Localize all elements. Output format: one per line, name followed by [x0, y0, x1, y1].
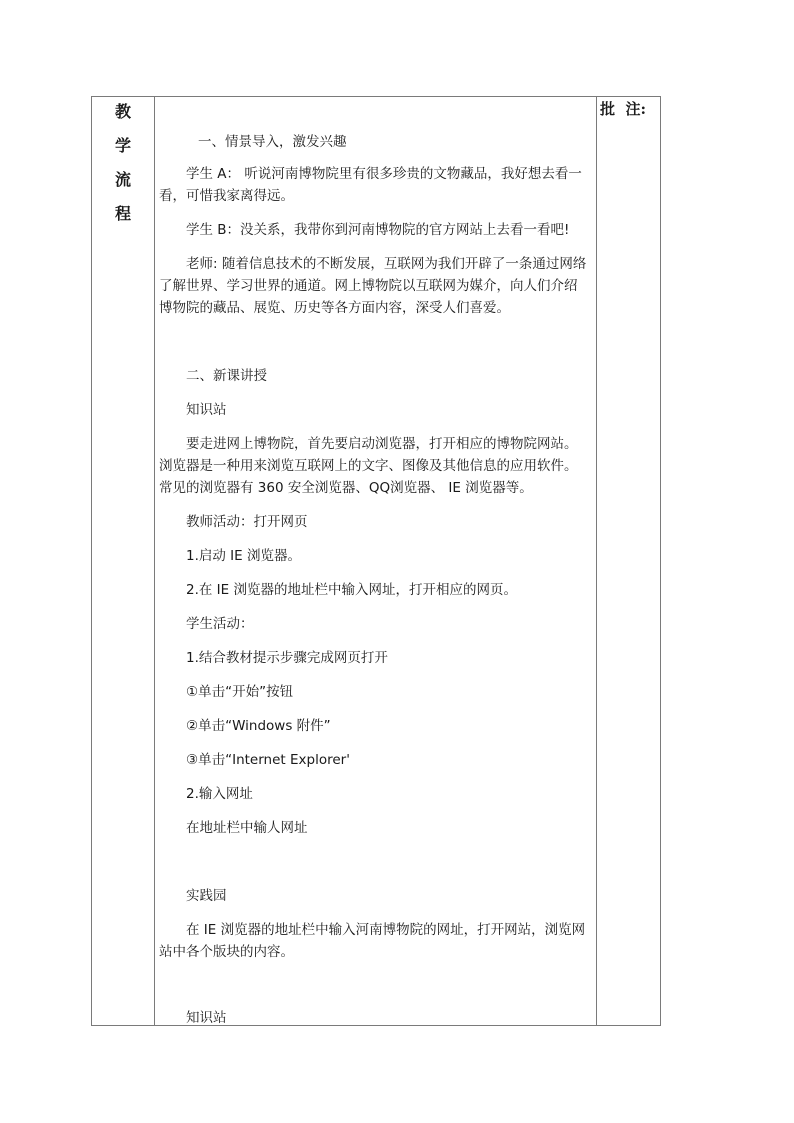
section-heading: 二、新课讲授	[186, 368, 267, 384]
lesson-table	[91, 96, 661, 1026]
body-paragraph: 在地址栏中输人网址	[186, 820, 308, 836]
label-char: 教	[114, 102, 131, 121]
list-item: ①单击“开始”按钮	[186, 684, 294, 700]
annotation-label: 批 注:	[600, 100, 646, 118]
list-item: 2.输入网址	[186, 786, 253, 802]
teacher-paragraph: 老师: 随着信息技术的不断发展，互联网为我们开辟了一条通过网络了解世界、学习世界的通道。网上博物院以互联网为媒介，向人们介绍博物院的藏品、展览、历史等各方面内容，深受人们喜爱。	[159, 256, 587, 316]
subsection-heading: 知识站	[186, 402, 227, 418]
subsection-heading: 知识站	[186, 1010, 227, 1026]
column-divider-right	[596, 97, 597, 1025]
dialogue-paragraph: 学生 B：没关系，我带你到河南博物院的官方网站上去看一看吧!	[186, 222, 570, 238]
label-char: 学	[114, 136, 131, 155]
list-item: 1.启动 IE 浏览器。	[186, 548, 301, 564]
label-char: 程	[114, 204, 131, 223]
dialogue-paragraph: 学生 A： 听说河南博物院里有很多珍贵的文物藏品，我好想去看一看，可惜我家离得远。	[159, 166, 582, 204]
list-item: 2.在 IE 浏览器的地址栏中输入网址，打开相应的网页。	[186, 582, 517, 598]
label-char: 流	[114, 170, 131, 189]
body-paragraph: 学生活动：	[186, 616, 254, 632]
body-paragraph: 教师活动：打开网页	[186, 514, 308, 530]
section-heading: 一、情景导入，激发兴趣	[198, 134, 347, 150]
body-paragraph: 在 IE 浏览器的地址栏中输入河南博物院的网址，打开网站，浏览网站中各个版块的内容。	[159, 922, 586, 960]
list-item: 1.结合教材提示步骤完成网页打开	[186, 650, 388, 666]
list-item: ③单击“Internet Explorer'	[186, 752, 350, 768]
column-divider-left	[154, 97, 155, 1025]
list-item: ②单击“Windows 附件”	[186, 718, 331, 734]
body-paragraph: 要走进网上博物院，首先要启动浏览器，打开相应的博物院网站。浏览器是一种用来浏览互联网上的文字、图像及其他信息的应用软件。常见的浏览器有 360 安全浏览器、QQ浏览器、 IE 浏览器等。	[159, 436, 578, 496]
subsection-heading: 实践园	[186, 888, 227, 904]
